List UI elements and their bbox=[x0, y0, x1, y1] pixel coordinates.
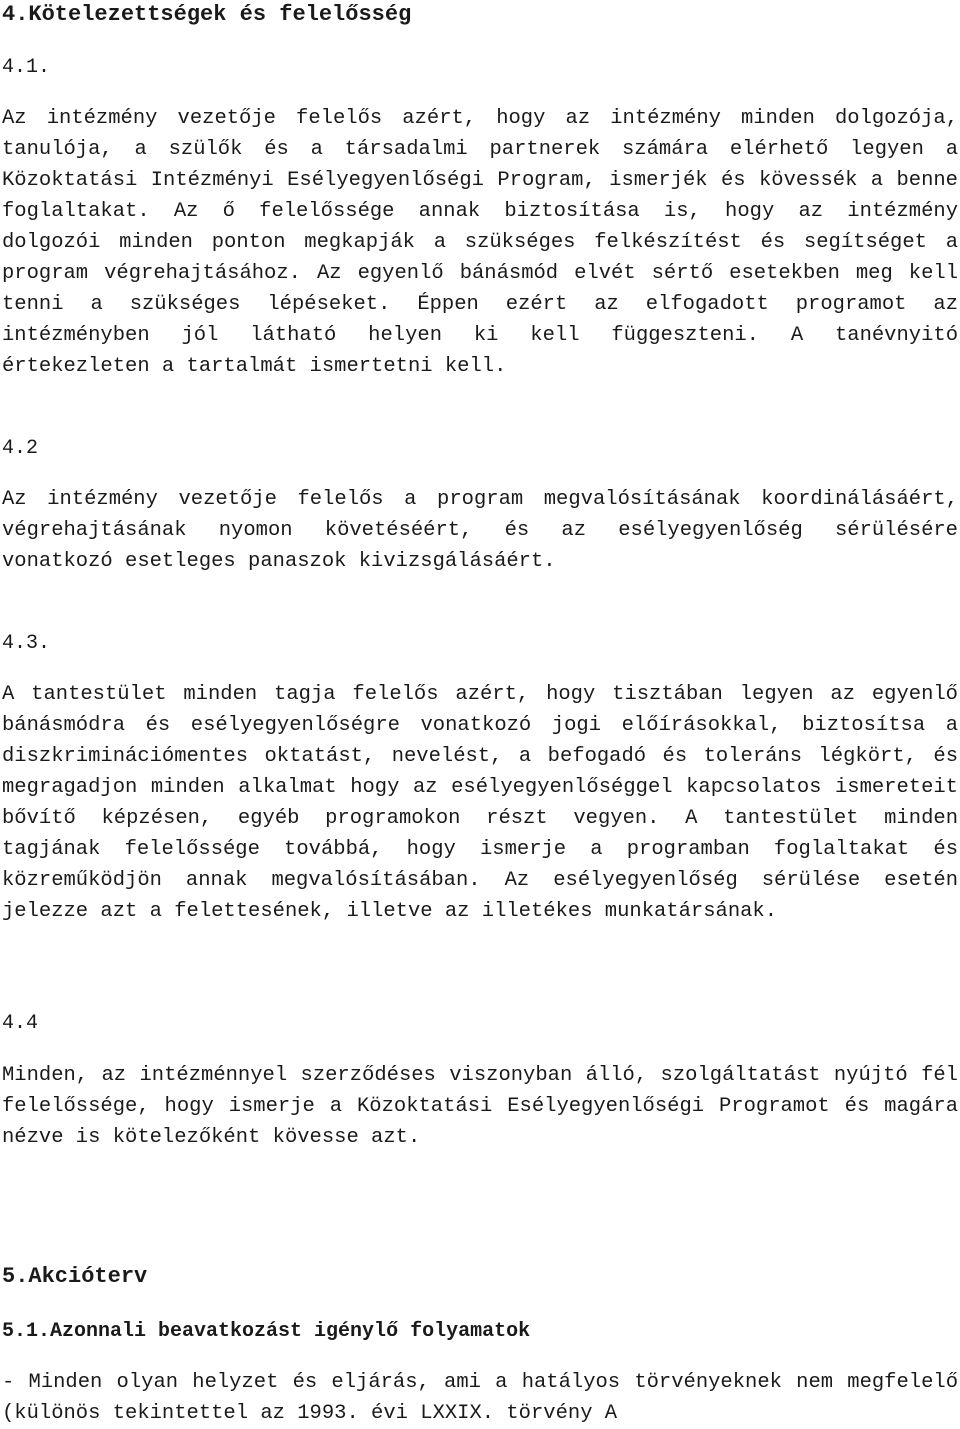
subsection-5-1-heading: 5.1.Azonnali beavatkozást igénylő folyamatok bbox=[2, 1320, 531, 1343]
subsection-4-1-paragraph: Az intézmény vezetője felelős azért, hogy az intézmény minden dolgozója, tanulója, a szülők és a társadalmi partnerek számára elérhető legyen a Közoktatási Intézményi Esélyegyenlőségi Program, ismerjék és kövessék a benne foglaltakat. Az ő felelőssége annak biztosítása is, hogy az intézmény dolgozói minden ponton megkapják a szükséges felkészítést és segítséget a program végrehajtásához. Az egyenlő bánásmód elvét sértő esetekben meg kell tenni a szükséges lépéseket. Éppen ezért az elfogadott programot az intézményben jól látható helyen ki kell függeszteni. A tanévnyitó értekezleten a tartalmát ismertetni kell. bbox=[2, 107, 958, 378]
subsection-4-2-paragraph: Az intézmény vezetője felelős a program megvalósításának koordinálásáért, végrehajtásának nyomon követéséért, és az esélyegyenlőség sérülésére vonatkozó esetleges panaszok kivizsgálásáért. bbox=[2, 488, 958, 573]
section-5-heading: 5.Akcióterv bbox=[2, 1264, 148, 1289]
section-4-heading: 4.Kötelezettségek és felelősség bbox=[2, 2, 412, 27]
subsection-5-1-paragraph: - Minden olyan helyzet és eljárás, ami a hatályos törvényeknek nem megfelelő (különös tekintettel az 1993. évi LXXIX. törvény A bbox=[2, 1371, 958, 1425]
subsection-4-4-label: 4.4 bbox=[2, 1012, 39, 1035]
subsection-4-3-label: 4.3. bbox=[2, 632, 51, 655]
subsection-4-4-paragraph: Minden, az intézménnyel szerződéses viszonyban álló, szolgáltatást nyújtó fél felelőssége, hogy ismerje a Közoktatási Esélyegyenlőségi Programot és magára nézve is kötelezőként kövesse azt. bbox=[2, 1064, 958, 1149]
subsection-4-3-paragraph: A tantestület minden tagja felelős azért, hogy tisztában legyen az egyenlő bánásmódra és esélyegyenlőségre vonatkozó jogi előírásokkal, biztosítsa a diszkriminációmentes oktatást, nevelést, a befogadó és toleráns légkört, és megragadjon minden alkalmat hogy az esélyegyenlőséggel kapcsolatos ismereteit bővítő képzésen, egyéb programokon részt vegyen. A tantestület minden tagjának felelőssége továbbá, hogy ismerje a programban foglaltakat és közreműködjön annak megvalósításában. Az esélyegyenlőség sérülése esetén jelezze azt a felettesének, illetve az illetékes munkatársának. bbox=[2, 683, 958, 923]
subsection-4-1-label: 4.1. bbox=[2, 56, 51, 79]
subsection-4-2-label: 4.2 bbox=[2, 437, 39, 460]
